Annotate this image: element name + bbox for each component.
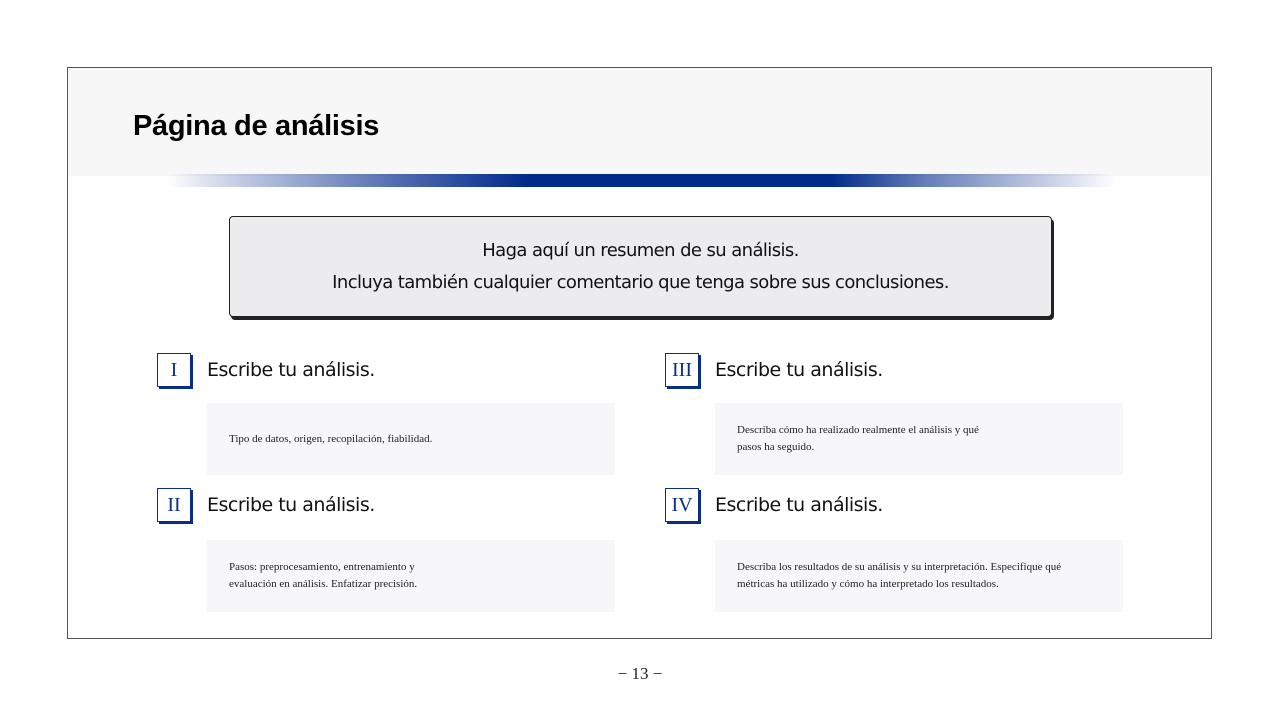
section-body-text: Describa cómo ha realizado realmente el análisis y qué pasos ha seguido. xyxy=(737,424,979,453)
section-header xyxy=(157,353,375,387)
summary-box[interactable] xyxy=(229,216,1052,317)
section-title[interactable]: Escribe tu análisis. xyxy=(715,359,883,381)
title-gradient-bar xyxy=(166,174,1116,187)
section-body-text: Tipo de datos, origen, recopilación, fiabilidad. xyxy=(229,432,433,445)
section-body-text: Describa los resultados de su análisis y su interpretación. Especifique qué métricas ha utilizado y cómo ha interpretado los resultados. xyxy=(737,561,1062,590)
section-title[interactable]: Escribe tu análisis. xyxy=(715,494,883,516)
summary-line-2: Incluya también cualquier comentario que tenga sobre sus conclusiones. xyxy=(332,271,949,293)
section-body[interactable] xyxy=(715,540,1123,612)
section-header xyxy=(665,353,883,387)
page-title: Página de análisis xyxy=(133,110,380,142)
section-header xyxy=(157,488,375,522)
numeral-badge: III xyxy=(665,353,699,387)
section-title[interactable]: Escribe tu análisis. xyxy=(207,494,375,516)
slide xyxy=(67,67,1212,639)
section-title[interactable]: Escribe tu análisis. xyxy=(207,359,375,381)
section-body[interactable] xyxy=(207,403,615,475)
summary-line-1: Haga aquí un resumen de su análisis. xyxy=(482,239,799,261)
numeral-badge: I xyxy=(157,353,191,387)
page-number: − 13 − xyxy=(617,664,663,683)
section-body[interactable] xyxy=(715,403,1123,475)
section-body[interactable] xyxy=(207,540,615,612)
section-body-text: Pasos: preprocesamiento, entrenamiento y evaluación en análisis. Enfatizar precisión. xyxy=(229,561,418,590)
numeral-badge: II xyxy=(157,488,191,522)
numeral-badge: IV xyxy=(665,488,699,522)
section-header xyxy=(665,488,883,522)
